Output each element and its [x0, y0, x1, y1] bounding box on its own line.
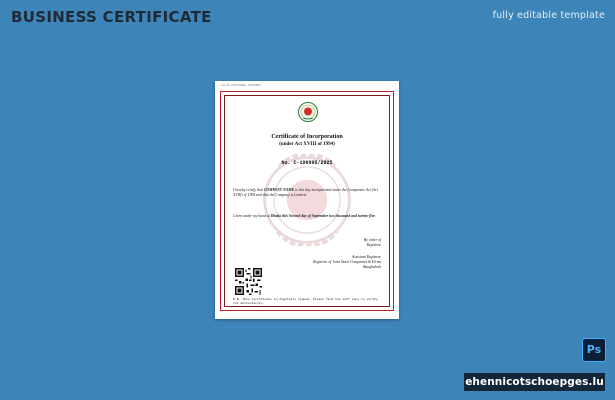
signature-block: [364, 238, 381, 248]
given-under-paragraph: [233, 214, 381, 219]
registrar-block: [313, 255, 381, 270]
website-badge[interactable]: ehennicotschoepges.lu: [464, 373, 605, 391]
registrar-line-1: Assistant Registrar: [351, 255, 381, 259]
footer-note: N.B. This certificate is digitally signed. Please find the soft copy to verify the authenticity.: [233, 297, 378, 306]
certificate-subtitle: (under Act XVIII of 1994): [279, 142, 335, 147]
registrar-line-2: Registrar of Joint Stock Companies & Firms: [313, 260, 381, 264]
certificate-top-note: Cert. No. 1234/5 Dhaka - 2025/00000: [221, 84, 261, 87]
certificate-document: [215, 81, 399, 319]
company-name: COMPANY NAME: [263, 188, 295, 192]
page-title: BUSINESS CERTIFICATE: [11, 8, 212, 26]
tagline: fully editable template: [492, 10, 605, 21]
paragraph2-post: .: [374, 214, 376, 218]
certificate-number: No. C-196995/2025: [281, 160, 333, 166]
place-date: Dhaka this Second day of September two thousand and twenty-five: [270, 214, 375, 218]
certificate-border: [220, 91, 394, 311]
qr-code-icon: [235, 268, 262, 295]
paragraph1-post: is this day incorporated under the Companies Act (Act XVIII) of 1994 and that the Company is Limited.: [233, 188, 378, 198]
government-seal-icon: [298, 102, 318, 122]
signature-line-2: Registrar: [366, 243, 381, 247]
certification-paragraph: [233, 188, 381, 199]
certificate-title: Certificate of Incorporation: [271, 134, 343, 140]
registrar-line-3: Bangladesh: [363, 265, 381, 269]
watermark-emblem-icon: [261, 154, 353, 246]
signature-line-1: By order of: [363, 238, 381, 242]
photoshop-icon: Ps: [582, 338, 606, 362]
paragraph2-pre: Given under my hand at: [233, 214, 270, 218]
certificate-inner-border: [224, 95, 390, 307]
paragraph1-pre: I hereby certify that: [233, 188, 263, 192]
